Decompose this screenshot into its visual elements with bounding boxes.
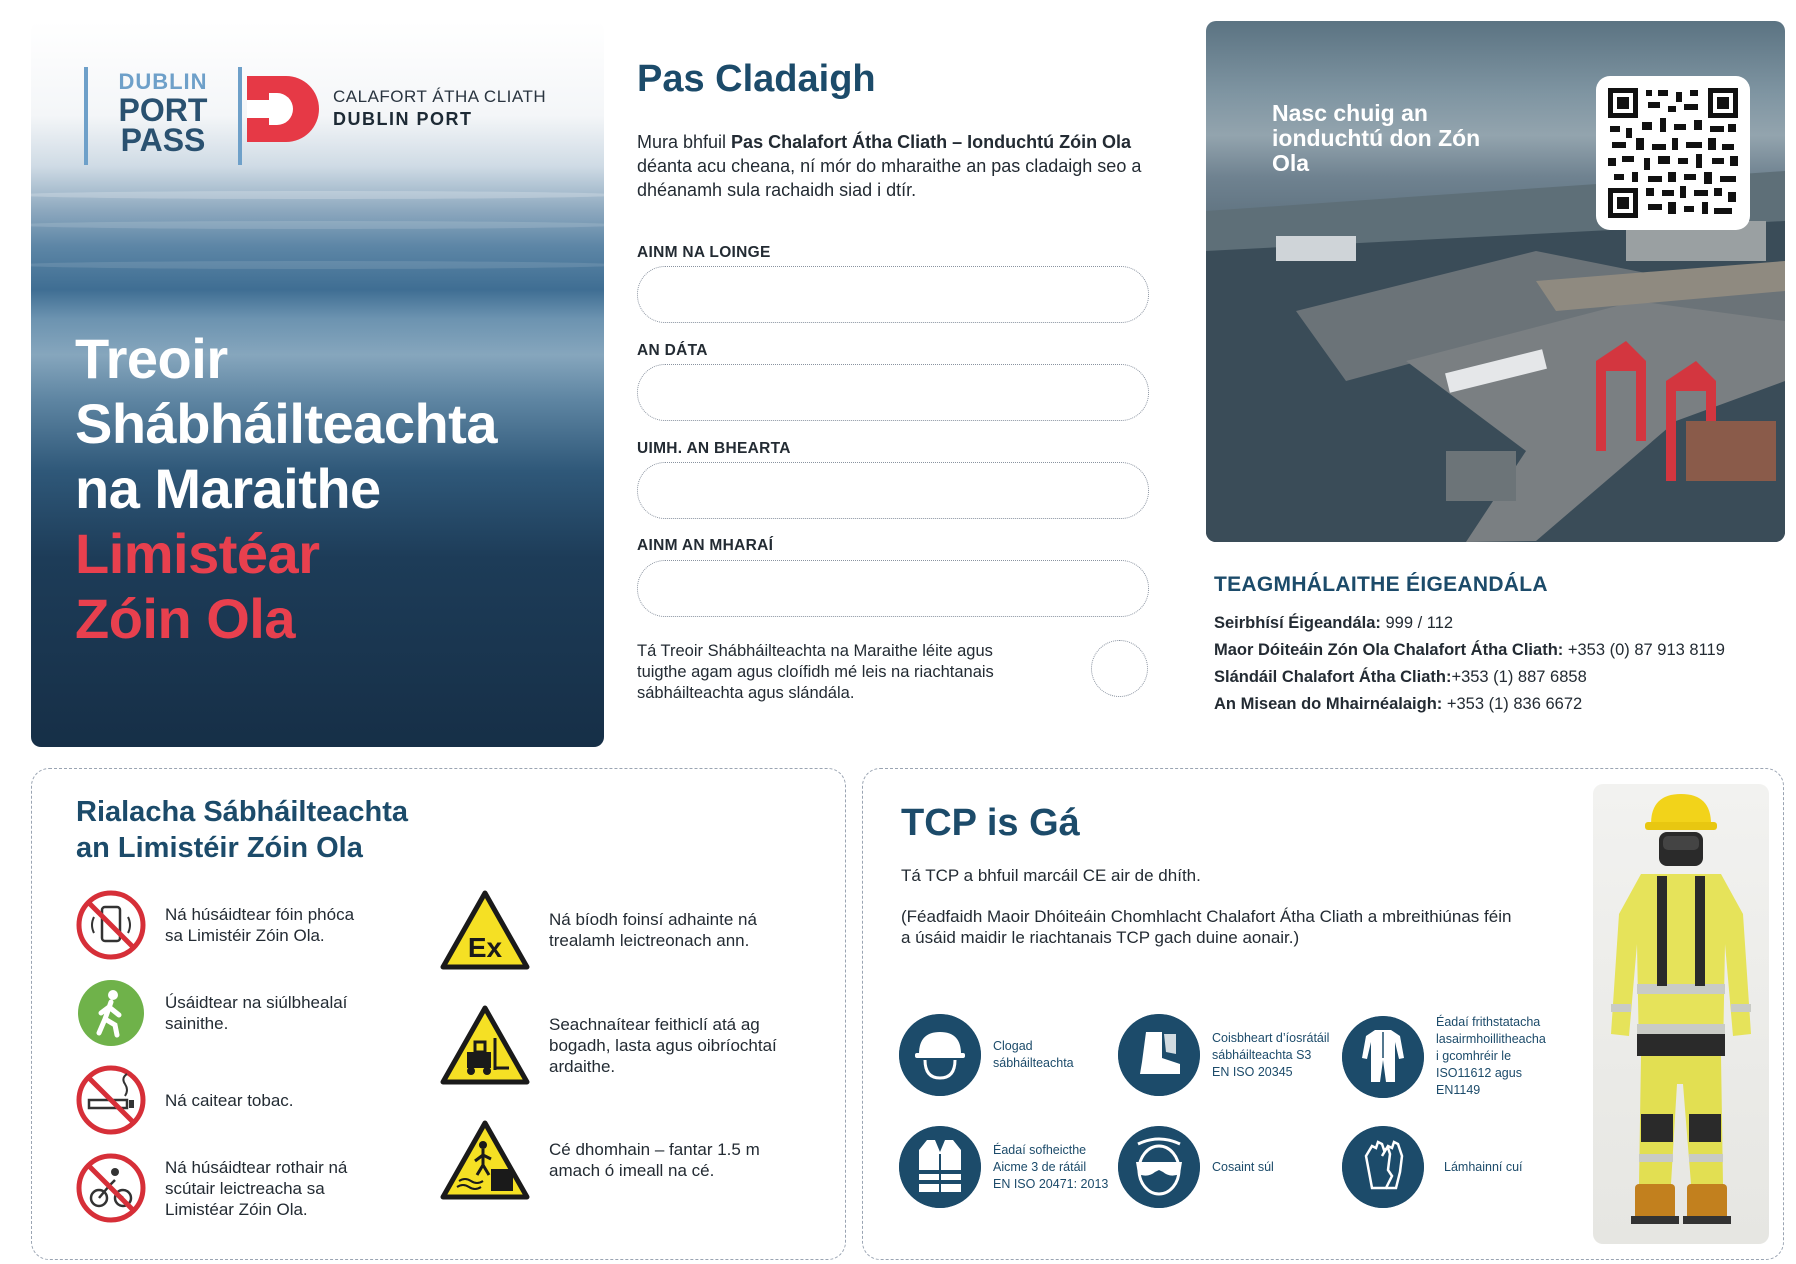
ppe-item [1342, 1126, 1523, 1208]
ppe-note: (Féadfaidh Maoir Dhóiteáin Chomhlacht Chalafort Átha Cliath a mbreithiúnas féin a úsáid maidir le riachtanais TCP gach duine aonair.) [901, 907, 1512, 947]
ppe-label [993, 1038, 1074, 1072]
seafarer-name-field[interactable] [637, 560, 1149, 617]
emergency-contacts-title: TEAGMHÁLAITHE ÉIGEANDÁLA [1214, 573, 1548, 596]
contact-label: An Misean do Mhairnéalaigh: [1214, 695, 1443, 713]
rules-title-line: Rialacha Sábháilteachta [76, 796, 409, 828]
contact-value: +353 (0) 87 913 8119 [1563, 641, 1725, 659]
ppe-label-line: EN ISO 20345 [1212, 1064, 1293, 1079]
emergency-contact-row [1214, 641, 1725, 660]
hero-title-red-line: Zóin Ola [75, 587, 295, 650]
ppe-panel [862, 768, 1784, 1260]
intro-text: déanta acu cheana, ní mór do mharaithe an pas cladaigh seo a dhéanamh sula rachaidh siad i dtír. [637, 156, 1142, 200]
ppe-item [1118, 1014, 1329, 1096]
hero-card [31, 21, 604, 747]
firefighter-suit-photo [1593, 784, 1769, 1244]
ppe-label-line: lasairmhoillitheacha [1436, 1032, 1546, 1046]
consent-text: Tá Treoir Shábháilteachta na Maraithe léite agus tuigthe agam agus cloífidh mé leis na riachtanais sábháilteachta agus slándála. [637, 642, 994, 702]
rule-text: Ná caitear tobac. [165, 1090, 294, 1110]
ppe-label [1436, 1014, 1546, 1099]
rule-item [75, 977, 375, 1049]
hero-title [75, 326, 497, 651]
hero-title-line: Treoir [75, 327, 228, 390]
contact-value: 999 / 112 [1380, 614, 1454, 632]
contact-value: +353 (1) 887 6858 [1451, 668, 1587, 686]
coverall-icon [1342, 1016, 1424, 1098]
ppe-label [993, 1142, 1108, 1193]
dublin-port-d-logo-icon [247, 76, 319, 142]
pass-intro [637, 130, 1187, 202]
emergency-contact-row [1214, 695, 1582, 714]
rule-item [75, 1064, 375, 1136]
ship-name-label: AINM NA LOINGE [637, 244, 771, 261]
dublin-port-logo-text: DUBLIN PORT [333, 109, 473, 129]
contact-value: +353 (1) 836 6672 [1442, 695, 1583, 713]
berth-number-label: UIMH. AN BHEARTA [637, 440, 791, 457]
rule-item [439, 1119, 779, 1201]
intro-bold: Pas Chalafort Átha Cliath – Ionduchtú Zóin Ola [731, 132, 1132, 152]
rule-text: Úsáidtear na siúlbhealaí sainithe. [165, 993, 348, 1033]
ppe-label-line: ISO11612 agus [1436, 1066, 1522, 1080]
hero-title-line: na Maraithe [75, 457, 381, 520]
induction-link-caption: Nasc chuig an ionduchtú don Zón Ola [1272, 100, 1481, 176]
gloves-icon [1342, 1126, 1424, 1208]
rule-item [75, 889, 375, 961]
emergency-contact-row [1214, 668, 1587, 687]
water-wave [31, 191, 604, 199]
date-field[interactable] [637, 364, 1149, 421]
ppe-label-line: EN ISO 20471: 2013 [993, 1176, 1109, 1191]
ppe-label-line: Clogad [993, 1039, 1033, 1053]
safety-rules-title [76, 794, 408, 866]
ppe-label-line: sábháilteachta S3 [1212, 1047, 1312, 1062]
ship-name-field[interactable] [637, 266, 1149, 323]
ppe-label-line: EN1149 [1436, 1083, 1481, 1097]
contact-label: Seirbhísí Éigeandála: [1214, 614, 1381, 632]
safety-rules-panel [31, 768, 846, 1260]
rules-title-line: an Limistéir Zóin Ola [76, 832, 363, 864]
date-label: AN DÁTA [637, 342, 708, 359]
ppe-label [1212, 1159, 1274, 1176]
logo-line: DUBLIN [118, 69, 208, 94]
ppe-label-line: Cosaint súl [1212, 1159, 1274, 1174]
ex-warning-icon [439, 889, 531, 971]
ppe-item [899, 1126, 1108, 1208]
ppe-label-line: sábháilteachta [993, 1056, 1074, 1070]
ppe-label-line: Coisbheart d’íosrátáil [1212, 1030, 1330, 1045]
water-wave [31, 261, 604, 269]
ex-label: Ex [467, 932, 503, 963]
water-wave [31, 221, 604, 229]
no-bicycle-icon [75, 1152, 147, 1224]
ppe-label [1212, 1030, 1329, 1081]
rule-text: Ná húsáidtear rothair ná scútair leictreacha sa Limistéar Zóin Ola. [165, 1157, 348, 1219]
berth-number-field[interactable] [637, 462, 1149, 519]
deep-water-warning-icon [439, 1119, 531, 1201]
dublin-port-pass-logo [84, 67, 242, 165]
contact-label: Maor Dóiteáin Zón Ola Chalafort Átha Cliath: [1214, 641, 1564, 659]
rule-text: Ná húsáidtear fóin phóca sa Limistéir Zóin Ola. [165, 905, 355, 945]
intro-text: Mura bhfuil [637, 132, 732, 152]
hero-title-red-line: Limistéar [75, 522, 320, 585]
ppe-item [1118, 1126, 1274, 1208]
safety-boot-icon [1118, 1014, 1200, 1096]
seafarer-name-label: AINM AN MHARAÍ [637, 537, 774, 554]
ppe-label-line: i gcomhréir le [1436, 1049, 1512, 1063]
consent-checkbox[interactable] [1091, 640, 1148, 697]
no-smoking-icon [75, 1064, 147, 1136]
rule-item [439, 889, 779, 971]
rule-text: Seachnaítear feithiclí atá ag bogadh, lasta agus oibríochtaí ardaithe. [549, 1014, 777, 1076]
ppe-label [1444, 1159, 1523, 1176]
logo-line: PASS [120, 122, 206, 158]
rule-item [75, 1152, 375, 1224]
walkway-icon [75, 977, 147, 1049]
goggles-icon [1118, 1126, 1200, 1208]
ppe-title: TCP is Gá [901, 802, 1080, 844]
qr-code[interactable] [1596, 76, 1750, 230]
ppe-requirement: Tá TCP a bhfuil marcáil CE air de dhíth. [901, 866, 1201, 885]
pass-title: Pas Cladaigh [637, 58, 876, 100]
emergency-contact-row [1214, 614, 1453, 633]
contact-label: Slándáil Chalafort Átha Cliath: [1214, 668, 1452, 686]
rule-item [439, 1004, 779, 1086]
ppe-item [899, 1014, 1074, 1096]
logo-line: PORT [118, 92, 208, 128]
rule-text: Ná bíodh foinsí adhainte ná trealamh leictreonach ann. [549, 910, 757, 950]
firefighter-illustration [1593, 784, 1769, 1244]
no-phone-icon [75, 889, 147, 961]
port-aerial-photo [1206, 21, 1785, 542]
helmet-icon [899, 1014, 981, 1096]
ppe-label-line: Éadaí sofheicthe [993, 1142, 1087, 1157]
hi-vis-vest-icon [899, 1126, 981, 1208]
ppe-label-line: Aicme 3 de rátáil [993, 1159, 1087, 1174]
forklift-warning-icon [439, 1004, 531, 1086]
rule-text: Cé dhomhain – fantar 1.5 m amach ó imeall na cé. [549, 1140, 760, 1180]
hero-title-line: Shábháilteachta [75, 392, 497, 455]
ppe-label-line: Éadaí frithstatacha [1436, 1015, 1541, 1029]
qr-code-icon [1608, 88, 1738, 218]
ppe-label-line: Lámhainní cuí [1444, 1159, 1523, 1174]
ppe-item [1342, 1014, 1546, 1099]
calafort-logo-text: CALAFORT ÁTHA CLIATH [333, 87, 547, 106]
